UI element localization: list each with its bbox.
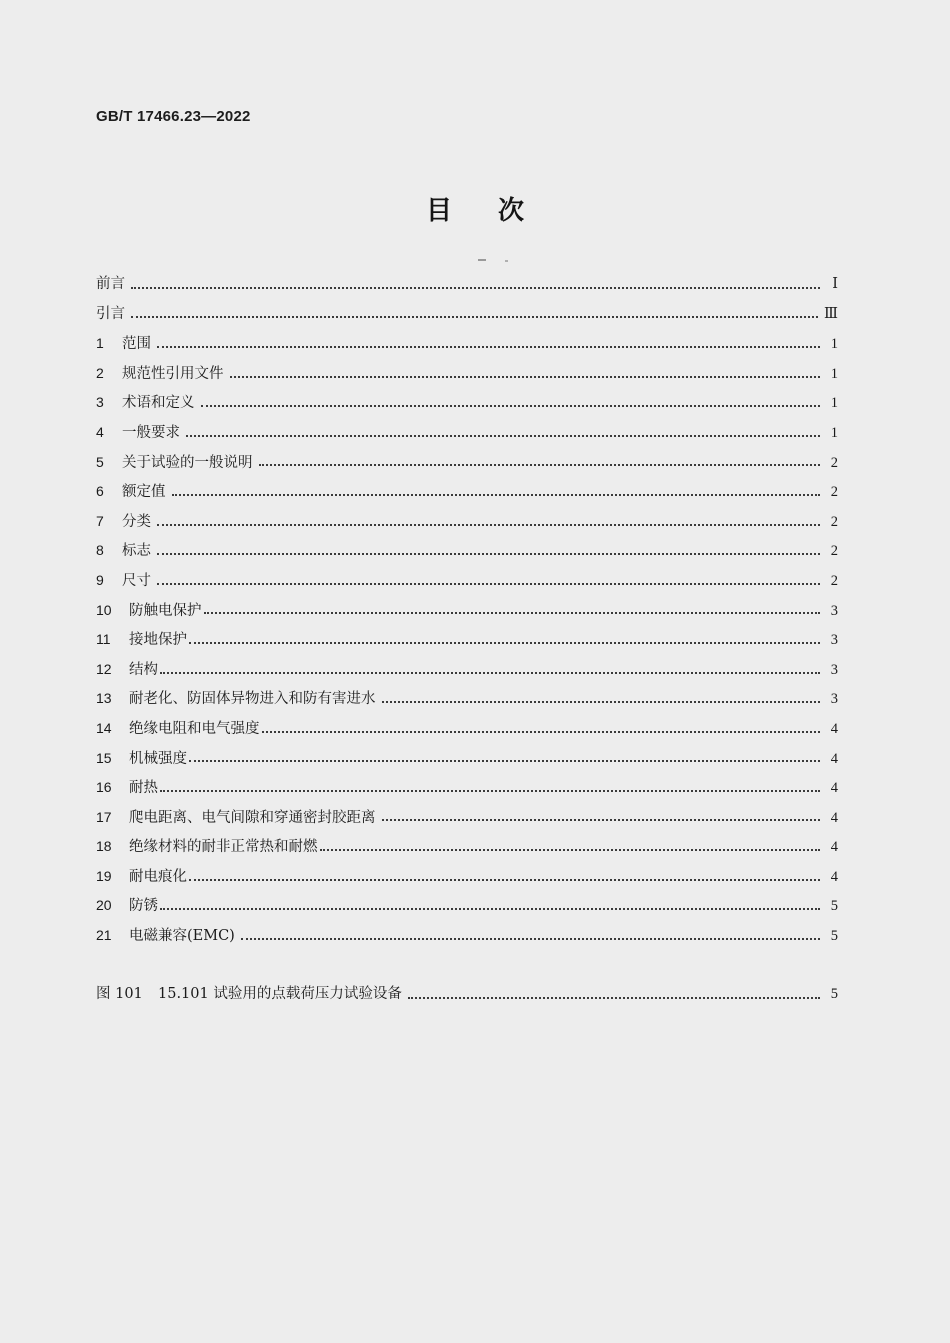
toc-entry-label: 术语和定义 [122,395,195,412]
toc-entry-page: 1 [830,424,838,441]
toc-entry-label: 接地保护 [129,632,187,649]
toc-entry-page: 4 [830,839,838,856]
toc-entry-page: 3 [830,661,838,678]
leader-dots [160,672,820,674]
toc-entry-number: 12 [96,660,112,677]
toc-spacer [96,951,838,981]
leader-dots [408,997,820,999]
toc-entry-label: 爬电距离、电气间隙和穿通密封胶距离 [129,809,376,826]
toc-entry-clause-20[interactable] [96,891,838,921]
page-title: 目次 [425,196,570,226]
leader-dots [160,908,820,910]
toc-entry-number: 1 [96,335,104,352]
toc-entry-page: 3 [830,632,838,649]
leader-dots [259,464,821,466]
toc-entry-page: 5 [830,898,838,915]
toc-entry-clause-3[interactable] [96,388,838,418]
toc-entry-label: 标志 [122,543,151,560]
toc-entry-label: 15.101 试验用的点载荷压力试验设备 [158,986,402,1003]
leader-dots [131,287,820,289]
toc-entry-label: 额定值 [122,484,166,501]
toc-entry-page: 4 [830,750,838,767]
toc-entry-clause-9[interactable] [96,566,838,596]
toc-entry-page: 4 [830,809,838,826]
toc-entry-label: 防触电保护 [129,602,202,619]
toc-entry-number: 5 [96,453,104,470]
toc-entry-number: 6 [96,483,104,500]
toc-entry-page: 2 [830,454,838,471]
toc-entry-number: 17 [96,808,112,825]
leader-dots [204,612,821,614]
toc-entry-page: 2 [830,572,838,589]
toc-entry-clause-2[interactable] [96,359,838,389]
toc-entry-label: 范围 [122,336,151,353]
toc-entry-clause-6[interactable] [96,477,838,507]
toc-entry-number: 14 [96,719,112,736]
toc-entry-label: 防锈 [129,898,158,915]
leader-dots [189,760,820,762]
toc-entry-number: 2 [96,364,104,381]
toc-entry-clause-14[interactable] [96,714,838,744]
leader-dots [186,435,820,437]
toc-entry-introduction[interactable] [96,300,838,330]
toc-entry-label: 前言 [96,276,125,292]
toc-entry-clause-1[interactable] [96,329,838,359]
toc-entry-number: 19 [96,867,112,884]
toc-entry-page: 5 [830,928,838,945]
toc-entry-clause-4[interactable] [96,418,838,448]
toc-entry-number: 3 [96,394,104,411]
toc-figure-number: 图 101 [96,986,143,1003]
toc-entry-number: 16 [96,779,112,796]
toc-entry-number: 15 [96,749,112,766]
toc-entry-page: 5 [830,986,838,1003]
toc-entry-number: 20 [96,897,112,914]
toc-entry-label: 耐老化、防固体异物进入和防有害进水 [129,691,376,708]
toc-entry-label: 耐热 [129,780,158,797]
toc-entry-clause-19[interactable] [96,862,838,892]
leader-dots [157,346,820,348]
toc-entry-clause-5[interactable] [96,448,838,478]
toc-entry-page: 1 [830,336,838,353]
leader-dots [157,524,820,526]
toc-entry-foreword[interactable] [96,270,838,300]
leader-dots [262,731,821,733]
leader-dots [157,553,820,555]
toc-entry-page: Ⅲ [824,305,838,322]
toc-entry-number: 13 [96,690,112,707]
toc-entry-page: 3 [830,691,838,708]
toc-entry-number: 21 [96,927,112,944]
toc-entry-number: 4 [96,423,104,440]
leader-dots [382,701,821,703]
leader-dots [241,938,820,940]
table-of-contents [96,270,838,1010]
toc-entry-clause-21[interactable] [96,921,838,951]
toc-entry-number: 10 [96,601,112,618]
toc-entry-label: 规范性引用文件 [122,365,224,382]
leader-dots [160,790,820,792]
toc-entry-page: 4 [830,868,838,885]
leader-dots [189,879,820,881]
leader-dots [189,642,820,644]
toc-entry-number: 9 [96,571,104,588]
toc-entry-clause-8[interactable] [96,536,838,566]
toc-entry-page: 1 [830,395,838,412]
leader-dots [172,494,821,496]
toc-entry-label: 耐电痕化 [129,868,187,885]
toc-entry-clause-10[interactable] [96,596,838,626]
toc-entry-clause-16[interactable] [96,773,838,803]
toc-entry-label: 尺寸 [122,572,151,589]
toc-entry-page: 3 [830,602,838,619]
toc-entry-page: Ⅰ [832,276,838,292]
leader-dots [320,849,821,851]
toc-entry-label: 关于试验的一般说明 [122,454,253,471]
leader-dots [157,583,820,585]
toc-entry-label: 电磁兼容(EMC) [129,928,235,945]
leader-dots [131,316,818,318]
toc-entry-clause-18[interactable] [96,832,838,862]
scan-speck [478,259,486,261]
toc-entry-clause-12[interactable] [96,655,838,685]
toc-entry-page: 2 [830,513,838,530]
toc-entry-clause-7[interactable] [96,507,838,537]
toc-entry-number: 8 [96,542,104,559]
toc-entry-number: 11 [96,631,111,648]
toc-entry-clause-11[interactable] [96,625,838,655]
toc-entry-clause-17[interactable] [96,803,838,833]
scan-speck [505,260,508,262]
toc-entry-clause-13[interactable] [96,684,838,714]
toc-entry-label: 引言 [96,305,125,322]
leader-dots [230,376,821,378]
toc-entry-label: 结构 [129,661,158,678]
toc-entry-label: 绝缘材料的耐非正常热和耐燃 [129,839,318,856]
leader-dots [382,819,821,821]
toc-entry-number: 18 [96,838,112,855]
toc-entry-page: 2 [830,484,838,501]
toc-entry-label: 一般要求 [122,424,180,441]
toc-entry-page: 2 [830,543,838,560]
toc-entry-page: 4 [830,720,838,737]
toc-entry-page: 1 [830,365,838,382]
toc-entry-label: 分类 [122,513,151,530]
toc-entry-page: 4 [830,780,838,797]
standard-number: GB/T 17466.23—2022 [96,108,251,125]
toc-entry-number: 7 [96,512,104,529]
toc-entry-label: 机械强度 [129,750,187,767]
toc-entry-clause-15[interactable] [96,744,838,774]
toc-entry-label: 绝缘电阻和电气强度 [129,720,260,737]
leader-dots [201,405,821,407]
toc-entry-figure-101[interactable] [96,980,838,1010]
